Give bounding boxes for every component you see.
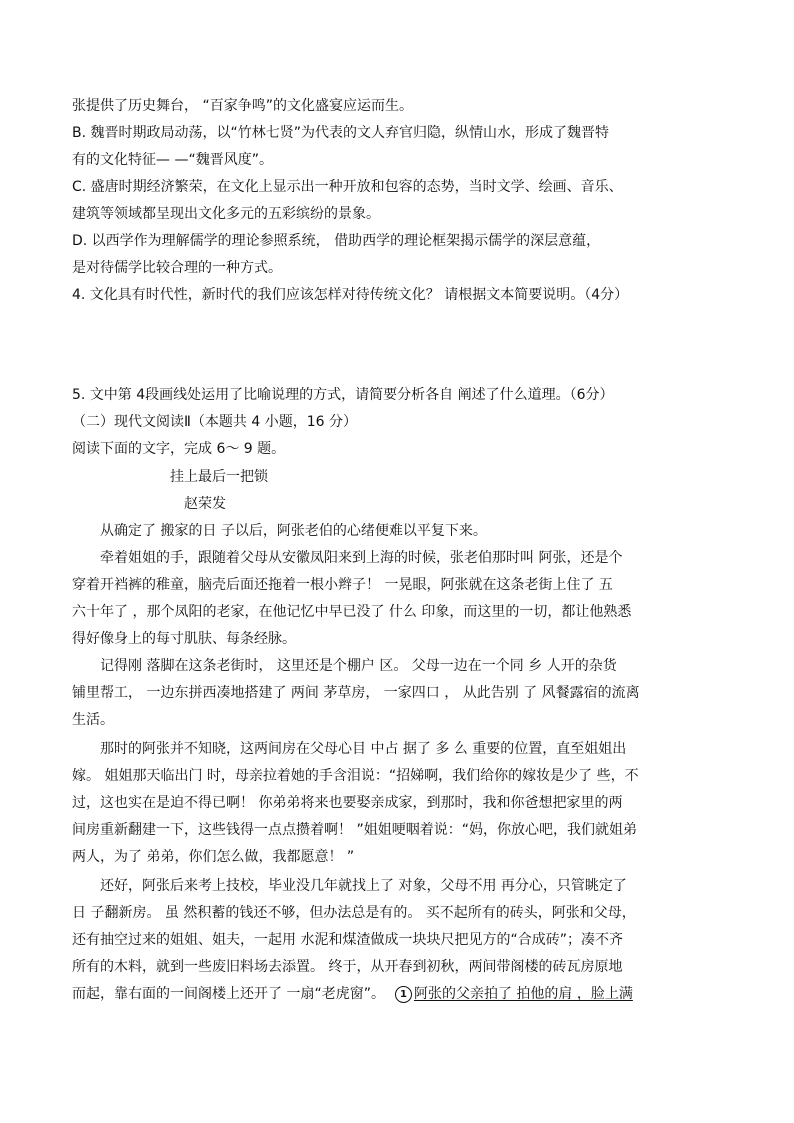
underlined-passage: 阿张的父亲拍了 拍他的肩 ，脸上满: [413, 986, 633, 1002]
circled-number-marker: 1: [395, 986, 412, 1003]
paragraph-5-line-4: 所有的木料，就到一些废旧料场去添置。 终于，从开春到初秋，两间带阁楼的砖瓦房原地: [72, 959, 623, 975]
option-d-line-1: D. 以西学作为理解儒学的理论参照系统， 借助西学的理论框架揭示儒学的深层意蕴，: [72, 233, 601, 249]
section-heading: （二）现代文阅读Ⅱ（本题共 4 小题，16 分）: [72, 414, 357, 430]
question-4: 4. 文化具有时代性，新时代的我们应该怎样对待传统文化？ 请根据文本简要说明。（4分）: [72, 287, 629, 303]
text-line-1: 张提供了历史舞台， “百家争鸣”的文化盛宴应运而生。: [72, 98, 413, 114]
paragraph-5-line-2: 日 子翻新房。 虽 然积蓄的钱还不够，但办法总是有的。 买不起所有的砖头，阿张和父母，: [72, 905, 636, 921]
question-5: 5. 文中第 4段画线处运用了比喻说理的方式，请简要分析各自 阐述了什么道理。（6分）: [72, 387, 614, 403]
article-author: 赵荣发: [184, 496, 226, 512]
option-b-line-2: 有的文化特征— —“魏晋风度”。: [72, 152, 273, 168]
paragraph-3-line-3: 生活。: [72, 712, 114, 728]
paragraph-4-line-2: 嫁。 姐姐那天临出门 时，母亲拉着她的手含泪说：“招娣啊，我们给你的嫁妆是少了 些，不: [72, 768, 639, 784]
paragraph-4-line-3: 过，这也实在是迫不得已啊！ 你弟弟将来也要娶亲成家，到那时，我和你爸想把家里的两: [72, 795, 623, 811]
option-d-line-2: 是对待儒学比较合理的一种方式。: [72, 260, 282, 276]
paragraph-4-line-1: 那时的阿张并不知晓，这两间房在父母心目 中占 据了 多 么 重要的位置，直至姐姐出: [100, 741, 627, 757]
article-title: 挂上最后一把锁: [170, 469, 268, 485]
paragraph-3-line-1: 记得刚 落脚在这条老街时， 这里还是个棚户 区。 父母一边在一个同 乡 人开的杂货: [100, 658, 617, 674]
reading-instruction: 阅读下面的文字，完成 6～ 9 题。: [72, 441, 286, 457]
paragraph-2-line-1: 牵着姐姐的手，跟随着父母从安徽凤阳来到上海的时候，张老伯那时叫 阿张，还是个: [100, 550, 623, 566]
paragraph-4-line-4: 间房重新翻建一下，这些钱得一点点攒着啊！ ”姐姐哽咽着说：“妈，你放心吧，我们就姐弟: [72, 822, 637, 838]
paragraph-2-line-3: 六十年了 ，那个凤阳的老家，在他记忆中早已没了 什么 印象，而这里的一切，都让他熟悉: [72, 604, 632, 620]
paragraph-2-line-4: 得好像身上的每寸肌肤、每条经脉。: [72, 631, 296, 647]
paragraph-5-line-5: [72, 985, 633, 1003]
option-c-line-2: 建筑等领域都呈现出文化多元的五彩缤纷的景象。: [72, 206, 380, 222]
paragraph-5-line-5-text: 而起，靠右面的一间阁楼上还开了 一扇“老虎窗”。: [72, 986, 385, 1002]
paragraph-1-line-1: 从确定了 搬家的日 子以后，阿张老伯的心绪便难以平复下来。: [100, 523, 487, 539]
paragraph-3-line-2: 铺里帮工， 一边东拼西凑地搭建了 两间 茅草房， 一家四口 ， 从此告别 了 风餐露宿的流离: [72, 685, 640, 701]
paragraph-5-line-3: 还有抽空过来的姐姐、姐夫，一起用 水泥和煤渣做成一块块尺把见方的“合成砖”；凑不齐: [72, 932, 623, 948]
option-b-line-1: B. 魏晋时期政局动荡，以“竹林七贤”为代表的文人弃官归隐，纵情山水，形成了魏晋特: [72, 125, 610, 141]
paragraph-2-line-2: 穿着开裆裤的稚童，脑壳后面还拖着一根小辫子！ 一晃眼，阿张就在这条老街上住了 五: [72, 577, 613, 593]
paragraph-4-line-5: 两人，为了 弟弟，你们怎么做，我都愿意！ ”: [72, 849, 355, 865]
paragraph-5-line-1: 还好，阿张后来考上技校，毕业没几年就找上了 对象，父母不用 再分心，只管眺定了: [100, 878, 627, 894]
option-c-line-1: C. 盛唐时期经济繁荣，在文化上显示出一种开放和包容的态势，当时文学、绘画、音乐、: [72, 179, 623, 195]
